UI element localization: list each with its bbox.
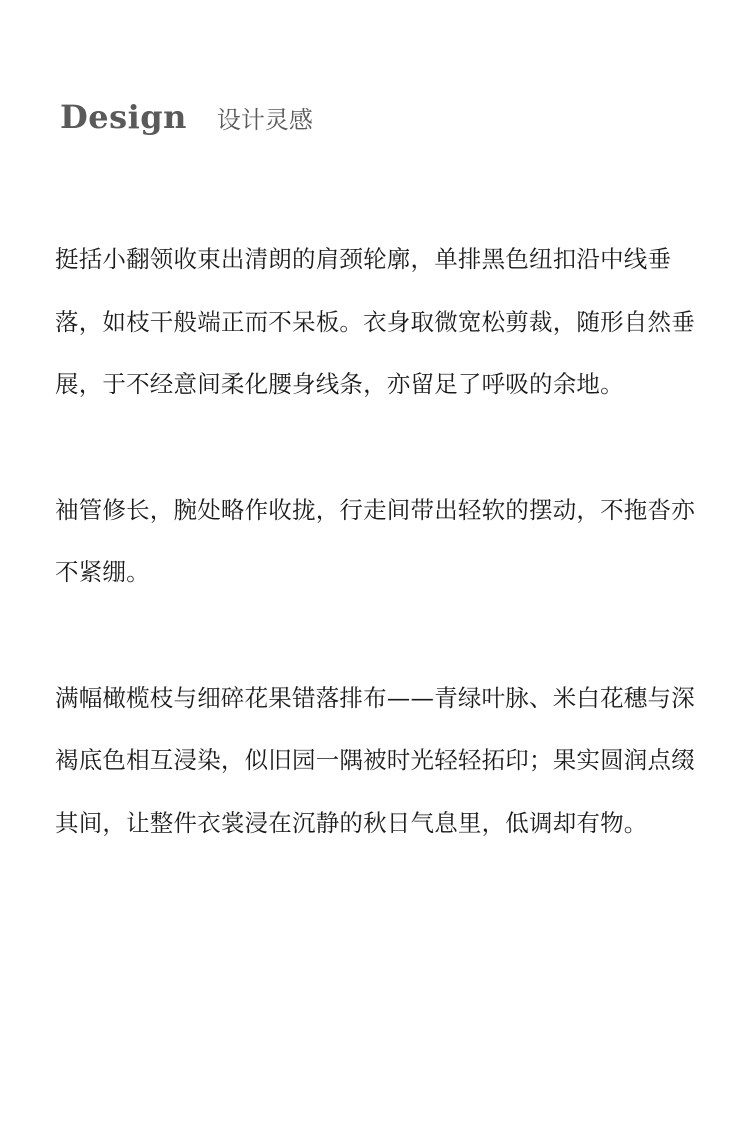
paragraph-collar: 挺括小翻领收束出清朗的肩颈轮廓，单排黑色纽扣沿中线垂落，如枝干般端正而不呆板。衣身取微宽松剪裁，随形自然垂展，于不经意间柔化腰身线条，亦留足了呼吸的余地。 <box>55 245 695 398</box>
section-header <box>60 98 313 136</box>
section-title-english: Design <box>60 98 187 136</box>
design-description <box>55 228 695 854</box>
section-title-chinese: 设计灵感 <box>216 106 313 134</box>
paragraph-sleeves: 袖管修长，腕处略作收拢，行走间带出轻软的摆动，不拖沓亦不紧绷。 <box>55 495 695 586</box>
paragraph-print: 满幅橄榄枝与细碎花果错落排布——青绿叶脉、米白花穗与深褐底色相互浸染，似旧园一隅被时光轻轻拓印；果实圆润点缀其间，让整件衣裳浸在沉静的秋日气息里，低调却有物。 <box>55 683 695 837</box>
